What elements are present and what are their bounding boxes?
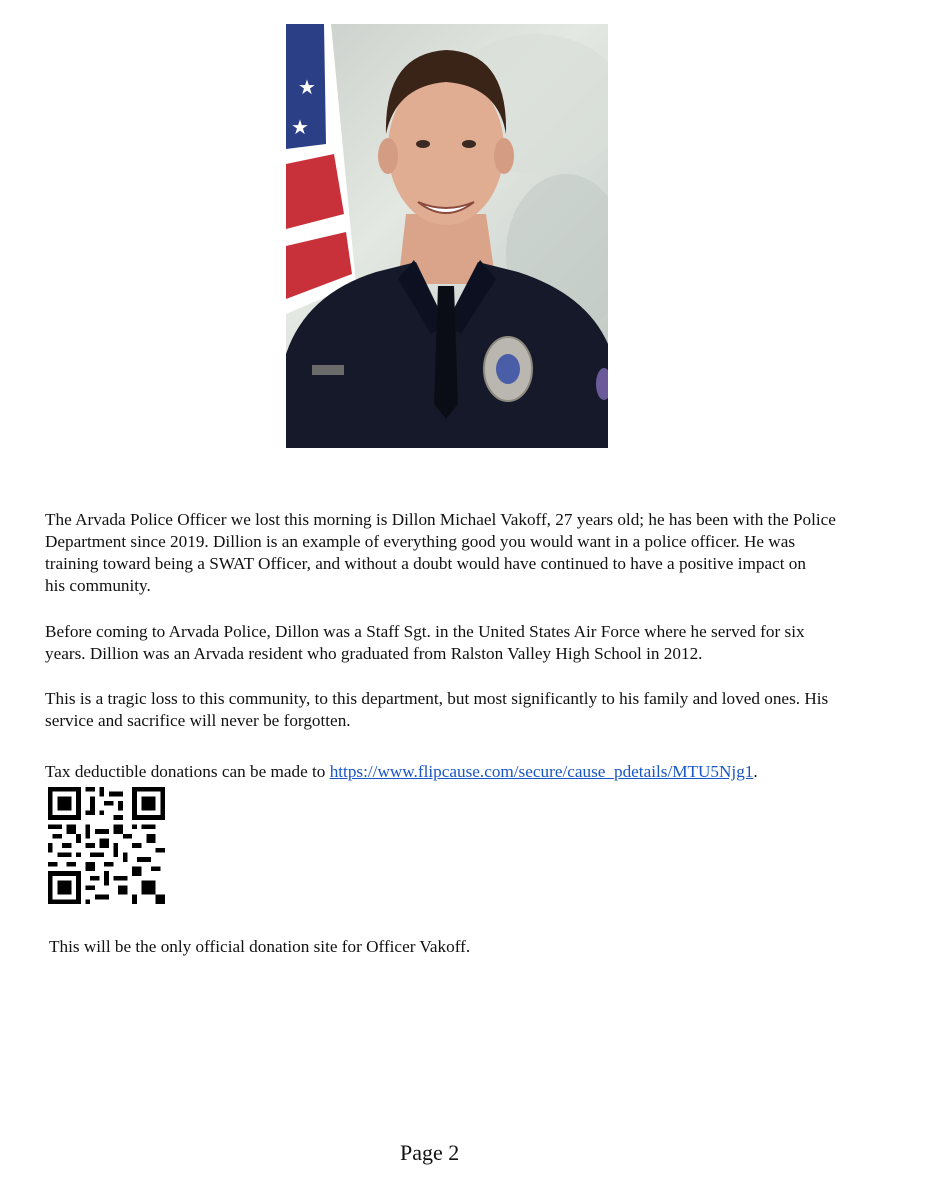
paragraph-tribute <box>45 688 885 732</box>
text-line: The Arvada Police Officer we lost this morning is Dillon Michael Vakoff, 27 years old; he has been with the Police <box>45 510 836 529</box>
text-line: training toward being a SWAT Officer, and without a doubt would have continued to have a positive impact on <box>45 554 806 573</box>
page-number: Page 2 <box>400 1140 460 1165</box>
text-line: This is a tragic loss to this community, to this department, but most significantly to his family and loved ones. His <box>45 689 829 708</box>
officer-photo <box>286 24 608 448</box>
american-flag <box>286 24 356 314</box>
paragraph-intro <box>45 509 885 597</box>
text-line: service and sacrifice will never be forgotten. <box>45 711 351 730</box>
donation-note: This will be the only official donation site for Officer Vakoff. <box>49 937 471 956</box>
text-line: Before coming to Arvada Police, Dillon was a Staff Sgt. in the United States Air Force where he served for six <box>45 622 805 641</box>
paragraph-background <box>45 621 885 665</box>
donation-line <box>45 761 885 783</box>
text-line: Department since 2019. Dillion is an example of everything good you would want in a police officer. He was <box>45 532 796 551</box>
donation-suffix: . <box>753 762 758 781</box>
donation-link[interactable]: https://www.flipcause.com/secure/cause_pdetails/MTU5Njg1 <box>329 762 754 781</box>
svg-text:★: ★ <box>298 75 316 99</box>
donation-prefix: Tax deductible donations can be made to <box>45 762 330 781</box>
text-line: his community. <box>45 576 151 595</box>
text-line: years. Dillion was an Arvada resident who graduated from Ralston Valley High School in 2012. <box>45 644 703 663</box>
svg-text:★: ★ <box>291 115 309 139</box>
donation-qr-code[interactable] <box>48 787 165 904</box>
police-badge <box>484 337 532 401</box>
